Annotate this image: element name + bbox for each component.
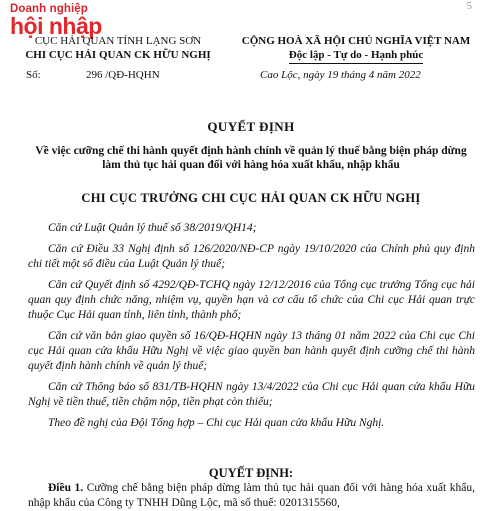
national-motto: Độc lập - Tự do - Hạnh phúc xyxy=(289,48,423,64)
issuing-agency xyxy=(18,34,218,62)
national-header xyxy=(226,34,486,64)
basis-paragraph: Căn cứ Luật Quản lý thuế số 38/2019/QH14; xyxy=(48,222,257,234)
article-1-label: Điều 1. xyxy=(48,482,84,494)
number-label: Số: xyxy=(26,69,41,81)
basis-paragraph: Theo đề nghị của Đội Tổng hợp – Chi cục Hải quan cửa khẩu Hữu Nghị. xyxy=(48,417,385,430)
agency-name: CHI CỤC HẢI QUAN CK HỮU NGHỊ xyxy=(25,49,211,61)
basis-paragraph: Căn cứ Thông báo số 831/TB-HQHN ngày 13/4/2022 của Chi cục Hải quan cửa khẩu Hữu Nghị về tiền thuế, tiền chậm nộp, tiền phạt còn thiếu; xyxy=(28,381,475,408)
decision-heading: QUYẾT ĐỊNH: xyxy=(208,466,294,480)
document-subject: Về việc cưỡng chế thi hành quyết định hành chính về quản lý thuế bằng biện pháp dừng làm thủ tục hải quan đối với hàng hóa xuất khẩu, nhập khẩu xyxy=(35,145,467,171)
logo-line1: Doanh nghiệp xyxy=(10,3,88,15)
document-date: Cao Lộc, ngày 19 tháng 4 năm 2022 xyxy=(260,69,421,81)
article-1 xyxy=(28,481,475,511)
document-title: QUYẾT ĐỊNH xyxy=(207,119,295,134)
authority-heading: CHI CỤC TRƯỞNG CHI CỤC HẢI QUAN CK HỮU NGHỊ xyxy=(81,191,421,205)
corner-mark: 5 xyxy=(466,0,472,12)
article-1-text: Cưỡng chế bằng biện pháp dừng làm thủ tục hải quan đối với hàng hóa xuất khẩu, nhập khẩu của Công ty TNHH Dũng Lộc, mã số thuế: 0201315560, xyxy=(28,482,475,509)
logo xyxy=(10,4,102,38)
document-number xyxy=(26,69,160,81)
basis-paragraph: Căn cứ văn bản giao quyền số 16/QĐ-HQHN ngày 13 tháng 01 năm 2022 của Chi cục Chi cục Hải quan cửa khẩu Hữu Nghị về việc giao quyền ban hành quyết định cưỡng chế thi hành quyết định hành chính về quản lý thuế; xyxy=(28,330,475,372)
agency-parent: CỤC HẢI QUAN TỈNH LẠNG SƠN xyxy=(34,35,202,47)
logo-line2: hội nhập xyxy=(10,12,102,39)
basis-paragraph: Căn cứ Điều 33 Nghị định số 126/2020/NĐ-CP ngày 19/10/2020 của Chính phủ quy định chi tiết một số điều của Luật Quản lý thuế; xyxy=(28,243,475,271)
number-value: 296 /QĐ-HQHN xyxy=(86,69,160,81)
basis-paragraph: Căn cứ Quyết định số 4292/QĐ-TCHQ ngày 12/12/2016 của Tổng cục trưởng Tổng cục hải quan quy định chức năng, nhiệm vụ, quyền hạn và cơ cấu tổ chức của Chi cục Hải quan trực thuộc Cục Hải quan tỉnh, liên tỉnh, thành phố; xyxy=(28,279,475,321)
legal-bases xyxy=(28,221,475,438)
national-title: CỘNG HOÀ XÃ HỘI CHỦ NGHĨA VIỆT NAM xyxy=(241,35,471,47)
